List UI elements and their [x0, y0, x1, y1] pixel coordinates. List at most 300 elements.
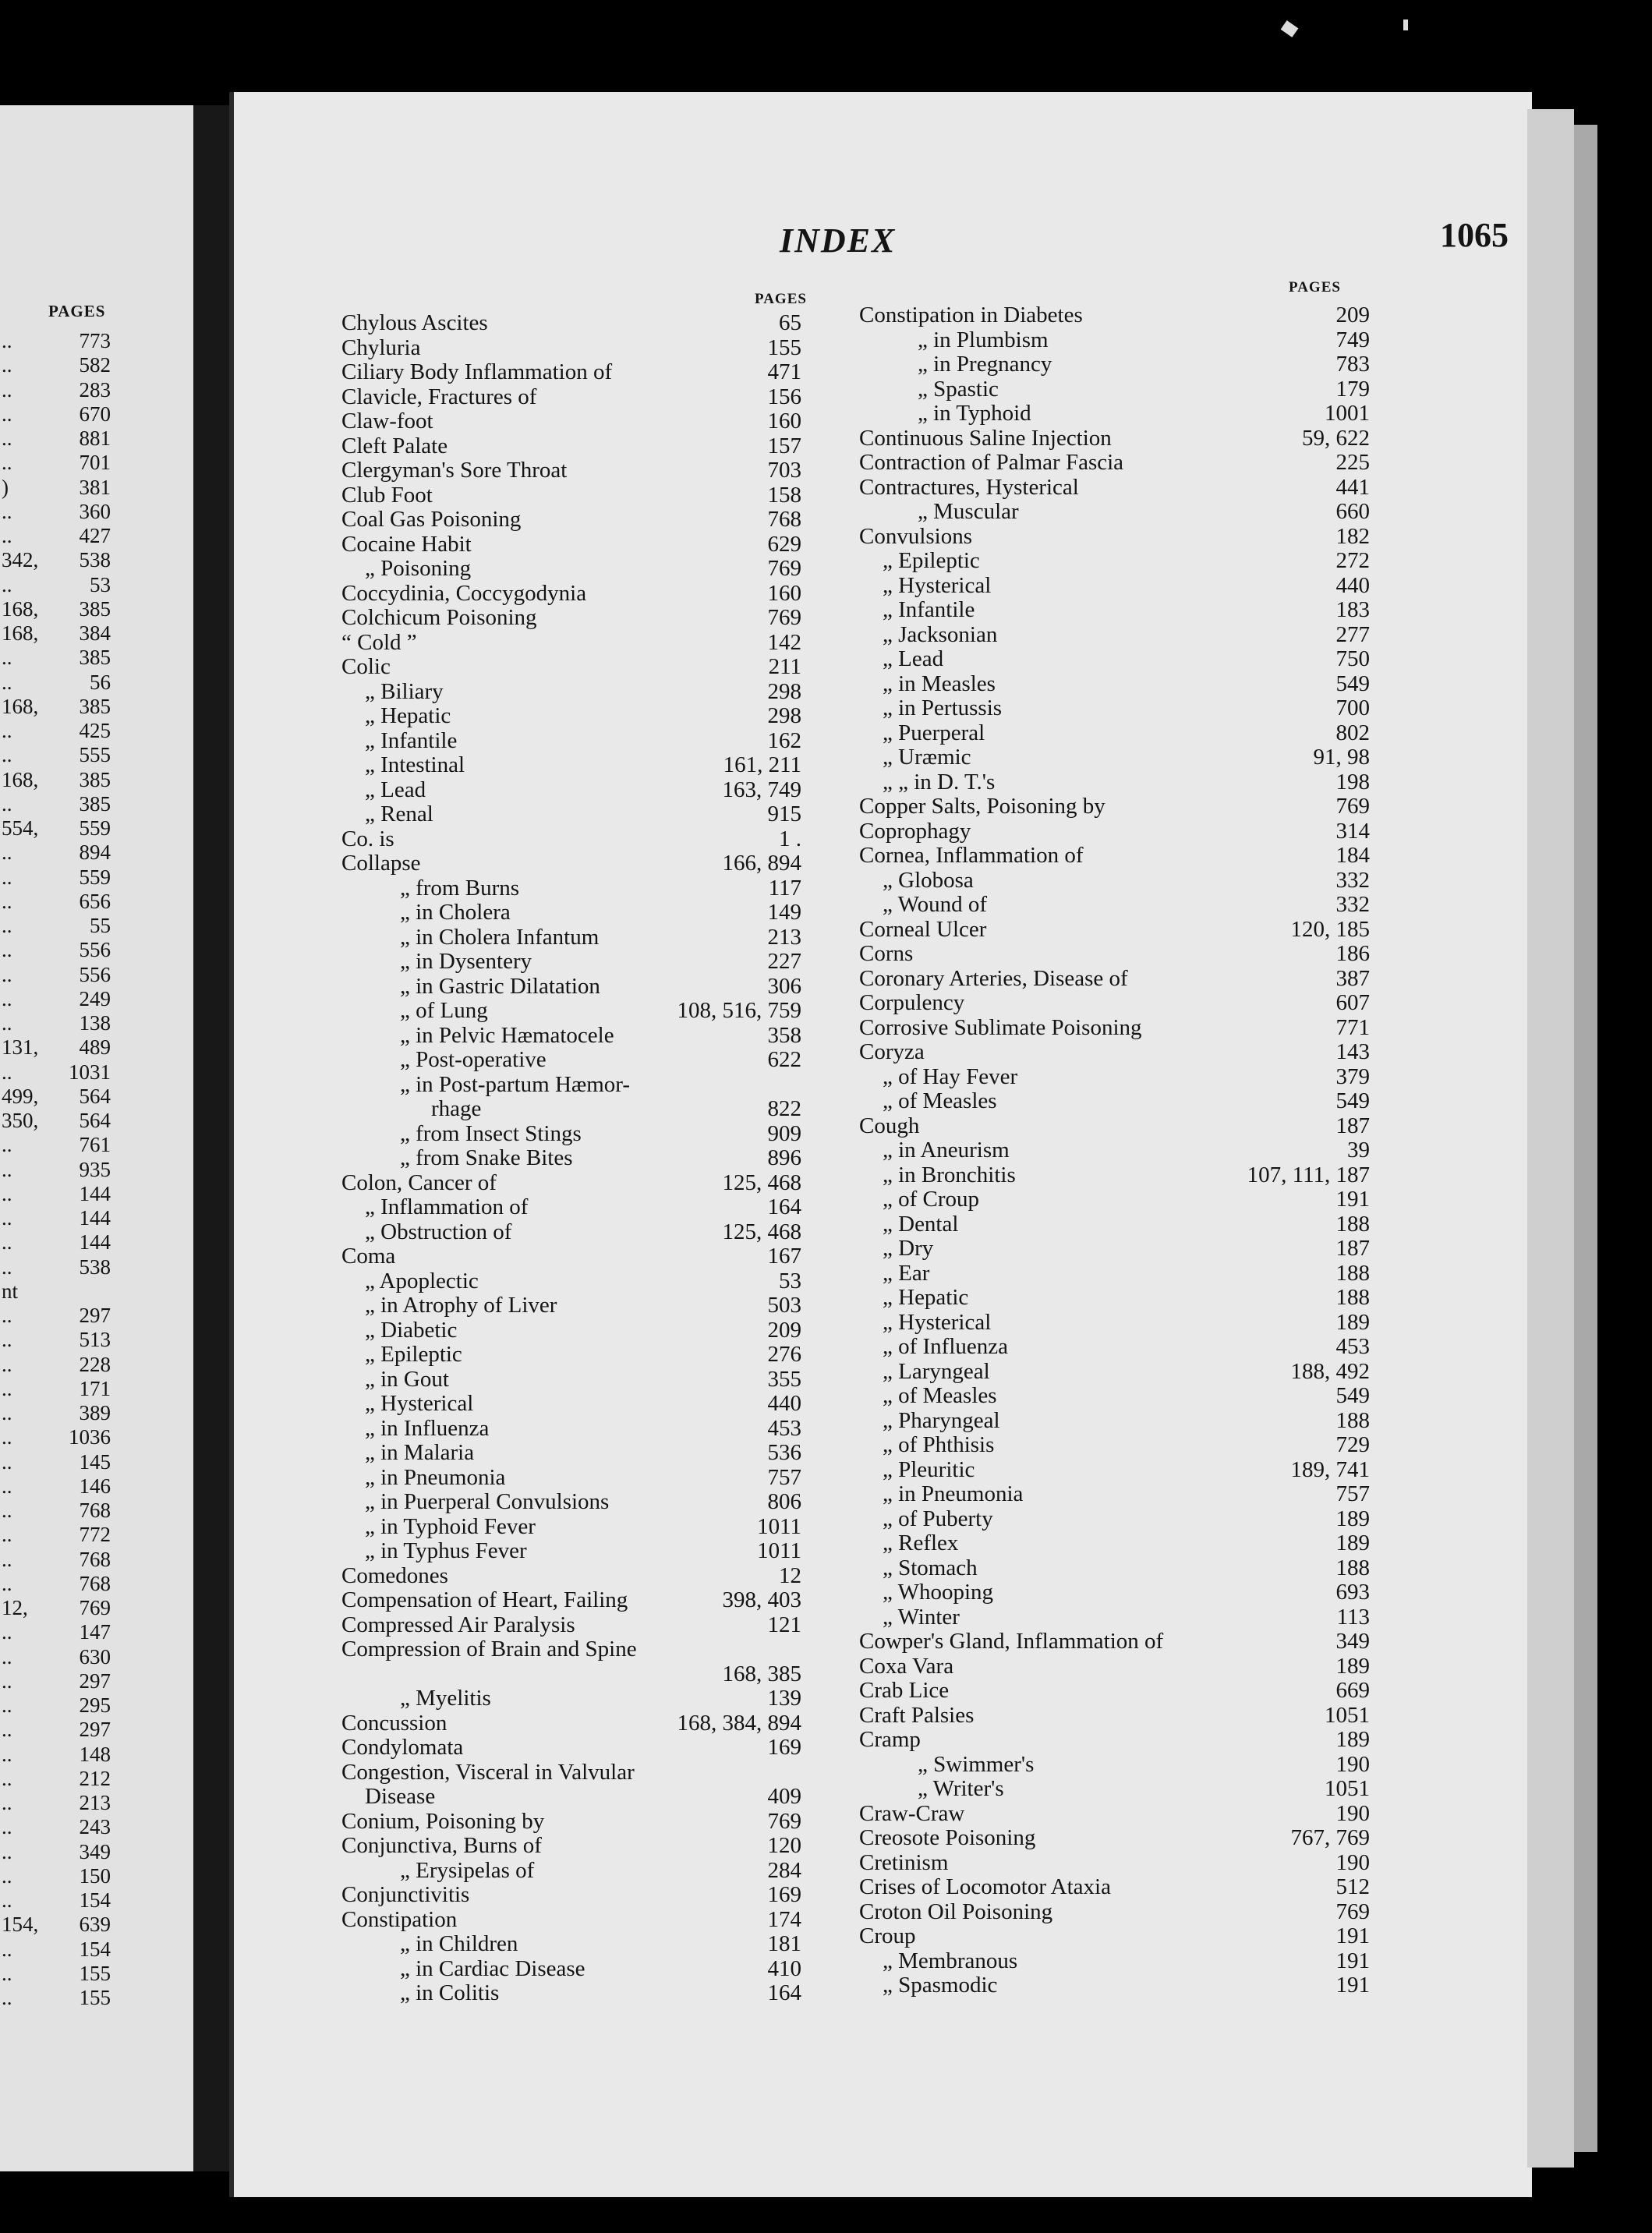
index-page-ref: 410 — [767, 1955, 801, 1981]
index-entry — [341, 1194, 801, 1219]
left-entry-page: 639 — [79, 1913, 111, 1937]
left-entry-prefix: 154, — [2, 1913, 39, 1937]
index-page-ref: 174 — [767, 1906, 801, 1932]
index-entry — [341, 1637, 801, 1661]
left-entry-prefix: .. — [2, 889, 12, 913]
index-page-ref: 211 — [768, 654, 801, 679]
index-term: Corpulency — [859, 990, 965, 1015]
index-term: „ in Dysentery — [400, 949, 532, 974]
index-term: „ in Pregnancy — [918, 352, 1052, 377]
index-entry — [341, 1882, 801, 1907]
index-term: Corneal Ulcer — [859, 916, 987, 942]
index-entry — [859, 1531, 1370, 1555]
left-entry-page: 564 — [79, 1084, 111, 1108]
index-entry — [341, 998, 801, 1023]
left-page-entry — [0, 840, 187, 865]
index-term: Condylomata — [341, 1735, 464, 1760]
left-entry-page: 385 — [79, 767, 111, 791]
left-page-entry — [0, 402, 187, 426]
left-entry-prefix: 499, — [2, 1084, 39, 1108]
left-page-entry — [0, 1572, 187, 1596]
left-page-entry — [0, 1962, 187, 1986]
index-page-ref: 198 — [1335, 769, 1370, 794]
index-page-ref: 158 — [767, 482, 801, 508]
index-page-ref: 191 — [1335, 1973, 1370, 1998]
index-entry — [341, 1047, 801, 1072]
index-page-ref: 769 — [767, 556, 801, 581]
index-entry — [341, 310, 801, 335]
left-entry-page: 144 — [79, 1206, 111, 1230]
left-entry-page: 147 — [79, 1620, 111, 1644]
index-term: Croton Oil Poisoning — [859, 1899, 1053, 1924]
index-page-ref: 306 — [767, 973, 801, 999]
left-entry-page: 389 — [79, 1401, 111, 1424]
index-term: Chylous Ascites — [341, 310, 488, 335]
left-page-entry — [0, 1767, 187, 1791]
left-entry-page: 559 — [79, 816, 111, 840]
left-entry-prefix: .. — [2, 1352, 12, 1376]
left-entry-prefix: .. — [2, 524, 12, 547]
index-entry — [859, 1899, 1370, 1924]
index-term: Compressed Air Paralysis — [341, 1612, 575, 1637]
left-entry-page: 212 — [79, 1766, 111, 1790]
index-term: Colon, Cancer of — [341, 1170, 497, 1195]
page-number: 1065 — [1440, 216, 1509, 254]
left-entry-prefix: .. — [2, 1620, 12, 1644]
left-entry-prefix: .. — [2, 426, 12, 450]
index-term: Copper Salts, Poisoning by — [859, 794, 1105, 819]
index-entry — [341, 409, 801, 434]
left-entry-prefix: .. — [2, 914, 12, 937]
left-entry-prefix: .. — [2, 1133, 12, 1157]
left-page-entry — [0, 1986, 187, 2010]
left-page-entry — [0, 1864, 187, 1888]
index-page-ref: 769 — [1335, 794, 1370, 819]
index-entry — [859, 327, 1370, 352]
index-page-ref: 186 — [1335, 941, 1370, 966]
index-entry — [859, 1236, 1370, 1261]
index-page-ref: 142 — [767, 629, 801, 655]
left-entry-page: 425 — [79, 719, 111, 742]
left-entry-page: 670 — [79, 402, 111, 426]
left-entry-page: 360 — [79, 499, 111, 523]
index-term: „ Uræmic — [883, 745, 971, 770]
left-page-entry — [0, 1401, 187, 1425]
index-page-ref: 915 — [767, 802, 801, 826]
index-entry — [341, 679, 801, 704]
index-term: „ Hysterical — [883, 572, 992, 598]
index-page-ref: 749 — [1335, 327, 1370, 352]
index-entry — [341, 728, 801, 753]
left-entry-prefix: .. — [2, 1669, 12, 1693]
index-entry — [341, 1416, 801, 1441]
index-page-ref: 549 — [1335, 1383, 1370, 1408]
index-entry — [859, 646, 1370, 671]
index-page-ref: 700 — [1335, 695, 1370, 720]
left-page-entry — [0, 1085, 187, 1109]
index-page-ref: 272 — [1335, 548, 1370, 573]
index-term: „ in Pelvic Hæmatocele — [400, 1022, 614, 1048]
left-page-entry — [0, 719, 187, 743]
left-entry-page: 1031 — [69, 1060, 111, 1084]
index-page-ref: 1011 — [757, 1513, 801, 1539]
left-entry-prefix: .. — [2, 1474, 12, 1498]
index-page-ref: 607 — [1335, 990, 1370, 1015]
left-entry-prefix: 342, — [2, 548, 39, 572]
index-page-ref: 149 — [767, 900, 801, 925]
index-page-ref: 660 — [1335, 499, 1370, 524]
index-term: „ in Bronchitis — [883, 1162, 1016, 1187]
index-entry — [341, 1023, 801, 1048]
index-term: Cleft Palate — [341, 433, 448, 458]
index-entry — [859, 377, 1370, 402]
index-term: Colic — [341, 654, 391, 679]
index-entry — [341, 1269, 801, 1293]
index-entry — [859, 966, 1370, 991]
index-term: „ in Cholera Infantum — [400, 924, 600, 950]
index-page-ref: 163, 749 — [722, 777, 801, 802]
index-term: „ Swimmer's — [918, 1751, 1035, 1777]
index-page-ref: 184 — [1335, 843, 1370, 868]
left-entry-page: 295 — [79, 1693, 111, 1717]
left-entry-page: 513 — [79, 1328, 111, 1352]
index-term: Clavicle, Fractures of — [341, 384, 537, 409]
left-page-entry — [0, 524, 187, 548]
left-page-entry — [0, 548, 187, 572]
index-entry — [341, 1072, 801, 1097]
index-page-ref: 188 — [1335, 1260, 1370, 1286]
left-entry-page: 297 — [79, 1304, 111, 1327]
index-page-ref: 453 — [767, 1415, 801, 1441]
left-entry-prefix: .. — [2, 670, 12, 694]
index-entry — [341, 1096, 801, 1121]
index-term: Chyluria — [341, 334, 421, 360]
index-term: „ Obstruction of — [365, 1219, 512, 1244]
index-page-ref: 822 — [767, 1096, 801, 1121]
index-page-ref: 188 — [1335, 1407, 1370, 1433]
index-page-ref: 277 — [1335, 621, 1370, 647]
index-term: „ Membranous — [883, 1948, 1018, 1973]
index-entry — [341, 1145, 801, 1170]
index-entry — [341, 1931, 801, 1956]
left-entry-page: 772 — [79, 1523, 111, 1547]
index-entry — [859, 499, 1370, 524]
index-term: Coccydinia, Coccygodynia — [341, 580, 587, 606]
left-entry-page: 538 — [79, 1255, 111, 1279]
left-entry-page: 564 — [79, 1109, 111, 1132]
index-page-ref: 1051 — [1325, 1702, 1370, 1728]
index-page-ref: 183 — [1335, 597, 1370, 622]
index-term: „ Pleuritic — [883, 1456, 975, 1482]
index-term: Crab Lice — [859, 1678, 950, 1703]
left-entry-prefix: .. — [2, 1255, 12, 1279]
index-term: „ in Malaria — [365, 1440, 475, 1465]
left-page-entry — [0, 1328, 187, 1352]
index-term: Constipation in Diabetes — [859, 303, 1083, 327]
left-entry-prefix: .. — [2, 1449, 12, 1474]
index-page-ref: 91, 98 — [1313, 745, 1370, 770]
left-entry-prefix: nt — [2, 1279, 19, 1303]
left-entry-page: 53 — [90, 572, 111, 596]
left-entry-page: 630 — [79, 1644, 111, 1669]
left-entry-prefix: .. — [2, 1888, 12, 1912]
index-page-ref: 471 — [767, 359, 801, 384]
left-entry-prefix: .. — [2, 1571, 12, 1595]
index-term: „ Stomach — [883, 1555, 978, 1580]
left-entry-prefix: .. — [2, 1376, 12, 1400]
index-page-ref: 298 — [767, 703, 801, 728]
left-entry-page: 146 — [79, 1474, 111, 1498]
index-entry — [341, 630, 801, 655]
index-page-ref: 169 — [767, 1735, 801, 1760]
left-entry-prefix: .. — [2, 962, 12, 986]
index-entry — [341, 1784, 801, 1809]
index-term: „ Pharyngeal — [883, 1407, 1000, 1433]
left-entry-prefix: .. — [2, 1011, 12, 1035]
index-entry — [859, 401, 1370, 426]
index-entry — [859, 450, 1370, 475]
index-entry — [859, 1948, 1370, 1973]
index-entry — [341, 1514, 801, 1539]
index-term: „ Myelitis — [400, 1686, 491, 1711]
index-term: „ of Measles — [883, 1383, 997, 1408]
index-entry — [859, 1776, 1370, 1801]
index-page-ref: 189 — [1335, 1531, 1370, 1555]
left-entry-page: 228 — [79, 1352, 111, 1376]
index-term: Compensation of Heart, Failing — [341, 1587, 628, 1612]
index-page-ref: 117 — [768, 875, 801, 901]
left-page-entry — [0, 1620, 187, 1644]
index-entry — [341, 1367, 801, 1392]
left-page-entry — [0, 1060, 187, 1085]
left-entry-prefix: .. — [2, 791, 12, 816]
left-entry-prefix: .. — [2, 377, 12, 402]
index-term: „ in Puerperal Convulsions — [365, 1489, 610, 1514]
index-entry — [341, 802, 801, 826]
index-entry — [341, 876, 801, 901]
index-entry — [859, 1605, 1370, 1630]
index-page-ref: 162 — [767, 727, 801, 753]
index-entry — [859, 695, 1370, 720]
left-entry-page: 769 — [79, 1596, 111, 1619]
index-term: Cornea, Inflammation of — [859, 843, 1084, 868]
index-term: “ Cold ” — [341, 629, 417, 655]
left-entry-page: 385 — [79, 596, 111, 621]
left-page-entry — [0, 865, 187, 890]
index-page-ref: 209 — [1335, 303, 1370, 327]
index-term: „ in Post-partum Hæmor- — [400, 1071, 631, 1097]
index-term: „ Epileptic — [883, 548, 980, 573]
left-entry-page: 144 — [79, 1230, 111, 1255]
left-entry-prefix: .. — [2, 1547, 12, 1571]
left-entry-page: 556 — [79, 962, 111, 986]
index-entry — [859, 622, 1370, 647]
index-term: „ of Hay Fever — [883, 1063, 1018, 1089]
index-term: „ Diabetic — [365, 1317, 458, 1343]
index-entry — [341, 384, 801, 409]
index-term: „ Spasmodic — [883, 1973, 998, 1998]
left-entry-page: 155 — [79, 1961, 111, 1985]
index-entry — [341, 556, 801, 581]
index-term: „ Jacksonian — [883, 621, 998, 647]
left-page-entry — [0, 938, 187, 962]
left-entry-page: 768 — [79, 1499, 111, 1522]
left-entry-page: 154 — [79, 1937, 111, 1961]
index-page — [229, 92, 1532, 2197]
index-page-ref: 209 — [767, 1317, 801, 1343]
left-entry-page: 773 — [79, 329, 111, 352]
index-term: „ Dry — [883, 1236, 934, 1261]
left-entry-prefix: .. — [2, 1060, 12, 1084]
index-entry — [341, 974, 801, 999]
index-term: Coronary Arteries, Disease of — [859, 965, 1128, 991]
left-page-entry — [0, 1450, 187, 1474]
index-page-ref: 189 — [1335, 1309, 1370, 1335]
index-page-ref: 512 — [1335, 1874, 1370, 1899]
index-term: „ from Burns — [400, 875, 520, 901]
index-term: „ Ear — [883, 1260, 930, 1286]
left-page-entry — [0, 378, 187, 402]
index-entry — [341, 1465, 801, 1490]
index-entry — [859, 1874, 1370, 1899]
index-entry — [859, 1481, 1370, 1506]
index-entry — [859, 720, 1370, 745]
left-entry-prefix: .. — [2, 1644, 12, 1669]
left-page-entry — [0, 1743, 187, 1767]
index-page-ref: 358 — [767, 1022, 801, 1048]
index-entry — [341, 1735, 801, 1760]
index-entry — [341, 1587, 801, 1612]
index-page-ref: 157 — [767, 433, 801, 458]
index-page-ref: 108, 516, 759 — [677, 998, 801, 1023]
index-term: Cough — [859, 1113, 920, 1138]
index-page-ref: 59, 622 — [1302, 425, 1370, 451]
index-term: Coma — [341, 1244, 396, 1269]
left-entry-page: 145 — [79, 1449, 111, 1474]
index-entry — [341, 1809, 801, 1834]
index-page-ref: 750 — [1335, 646, 1370, 671]
index-entry — [341, 1219, 801, 1244]
index-term: Congestion, Visceral in Valvular — [341, 1759, 635, 1785]
book-gutter — [193, 105, 229, 2171]
index-page-ref: 729 — [1335, 1432, 1370, 1457]
index-entry — [859, 745, 1370, 770]
index-page-ref: 188 — [1335, 1555, 1370, 1580]
index-entry — [341, 1391, 801, 1416]
index-entry — [859, 1113, 1370, 1138]
col1-pages-label: PAGES — [755, 291, 807, 307]
index-page-ref: 1001 — [1325, 401, 1370, 426]
index-entry — [859, 1334, 1370, 1359]
left-entry-page: 213 — [79, 1791, 111, 1814]
index-term: Coryza — [859, 1039, 925, 1064]
index-entry — [859, 1727, 1370, 1752]
left-page-entry — [0, 1109, 187, 1133]
index-term: „ Post-operative — [400, 1047, 547, 1072]
index-page-ref: 227 — [767, 949, 801, 974]
index-page-ref: 160 — [767, 580, 801, 606]
left-page-entry — [0, 1182, 187, 1206]
index-term: Conjunctivitis — [341, 1882, 470, 1907]
left-entry-page: 283 — [79, 377, 111, 402]
index-page-ref: 536 — [767, 1440, 801, 1465]
index-entry — [341, 1956, 801, 1981]
index-term: „ in Pneumonia — [883, 1481, 1024, 1506]
index-term: Convulsions — [859, 523, 973, 549]
index-entry — [341, 949, 801, 974]
index-term: „ Hysterical — [365, 1391, 474, 1416]
left-entry-prefix: .. — [2, 329, 12, 352]
index-term: Continuous Saline Injection — [859, 425, 1112, 451]
left-page-entry — [0, 963, 187, 987]
index-page-ref: 166, 894 — [722, 851, 801, 876]
index-entry — [859, 1285, 1370, 1310]
index-page-ref: 190 — [1335, 1800, 1370, 1826]
left-entry-prefix: .. — [2, 1961, 12, 1985]
index-page-ref: 276 — [767, 1342, 801, 1367]
left-entry-prefix: .. — [2, 1401, 12, 1424]
index-term: Collapse — [341, 851, 421, 876]
index-page-ref: 143 — [1335, 1039, 1370, 1064]
index-term: „ of Puberty — [883, 1506, 993, 1531]
left-entry-prefix: .. — [2, 743, 12, 767]
left-entry-prefix: .. — [2, 938, 12, 962]
index-entry — [859, 1825, 1370, 1850]
left-entry-page: 384 — [79, 621, 111, 645]
left-entry-prefix: .. — [2, 1181, 12, 1205]
left-entry-prefix: .. — [2, 1693, 12, 1717]
index-term: „ Wound of — [883, 892, 988, 917]
index-page-ref: 769 — [767, 1808, 801, 1834]
left-pages-label: PAGES — [48, 302, 106, 320]
index-term: Co. is — [341, 826, 394, 851]
left-page-entry — [0, 597, 187, 621]
left-entry-prefix: .. — [2, 840, 12, 865]
left-page-entry — [0, 353, 187, 377]
index-page-ref: 188, 492 — [1290, 1358, 1370, 1384]
left-page-entry — [0, 1206, 187, 1230]
index-term: Disease — [365, 1784, 436, 1809]
index-entry — [859, 597, 1370, 622]
index-page-ref: 188 — [1335, 1285, 1370, 1310]
left-facing-page — [0, 105, 193, 2171]
index-term: Cramp — [859, 1727, 921, 1752]
index-page-ref: 771 — [1335, 1014, 1370, 1040]
index-term: „ Hepatic — [365, 703, 451, 728]
index-term: „ Reflex — [883, 1531, 959, 1555]
left-page-entry — [0, 1133, 187, 1157]
left-entry-prefix: .. — [2, 1328, 12, 1352]
index-entry — [341, 434, 801, 458]
left-entry-prefix: .. — [2, 402, 12, 426]
index-term: Club Foot — [341, 482, 433, 508]
index-page-ref: 703 — [767, 458, 801, 483]
index-page-ref: 169 — [767, 1882, 801, 1907]
left-page-entry — [0, 451, 187, 475]
index-entry — [859, 990, 1370, 1015]
index-term: Constipation — [341, 1906, 458, 1932]
left-page-entry — [0, 1718, 187, 1742]
index-page-ref: 440 — [767, 1391, 801, 1416]
index-page-ref: 182 — [1335, 523, 1370, 549]
index-entry — [859, 892, 1370, 917]
index-page-ref: 121 — [767, 1612, 801, 1637]
left-page-entry — [0, 1791, 187, 1815]
left-entry-page: 538 — [79, 548, 111, 572]
index-term: „ Puerperal — [883, 720, 985, 745]
left-entry-prefix: .. — [2, 1937, 12, 1961]
index-page-ref: 1 . — [779, 826, 801, 851]
